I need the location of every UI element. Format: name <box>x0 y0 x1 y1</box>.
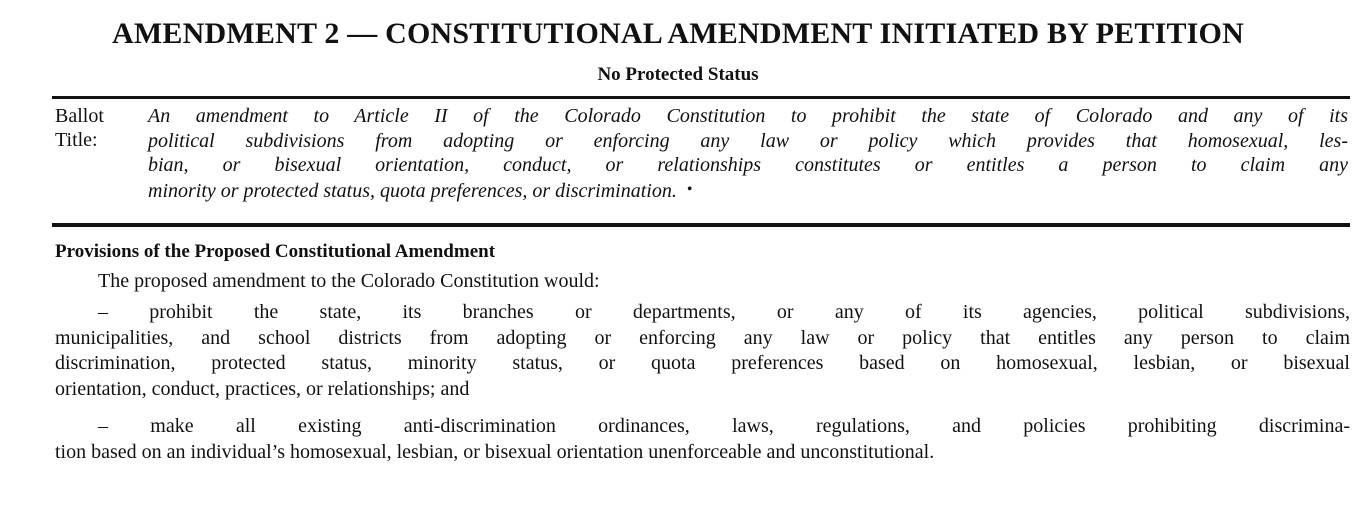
provision-item-2 <box>55 414 1350 465</box>
section-heading: Provisions of the Proposed Constitutional Amendment <box>55 241 496 262</box>
ballot-title-label <box>55 104 135 152</box>
provision-line: orientation, conduct, practices, or relationships; and <box>55 377 470 400</box>
page-subtitle: No Protected Status <box>597 64 759 85</box>
ballot-line-text: minority or protected status, quota preferences, or discrimination. <box>148 179 677 202</box>
ballot-line: An amendment to Article II of the Colorado Constitution to prohibit the state of Colorado and any of its <box>148 105 1348 127</box>
ballot-label-line-1: Ballot <box>55 105 104 127</box>
bottom-divider <box>52 223 1350 227</box>
provision-line: municipalities, and school districts from adopting or enforcing any law or policy that entitles any person to claim <box>55 326 1350 349</box>
provision-line: tion based on an individual’s homosexual, lesbian, or bisexual orientation unenforceable and unconstitutional. <box>55 440 935 463</box>
provision-item-1 <box>55 300 1350 402</box>
page-title: AMENDMENT 2 — CONSTITUTIONAL AMENDMENT INITIATED BY PETITION <box>112 17 1244 50</box>
provision-line: discrimination, protected status, minority status, or quota preferences based on homosexual, lesbian, or bisexual <box>55 352 1350 374</box>
top-divider <box>52 96 1350 99</box>
provision-line: – make all existing anti-discrimination ordinances, laws, regulations, and policies prohibiting discrimina- <box>98 415 1350 437</box>
bullet-mark: • <box>686 180 693 198</box>
section-intro: The proposed amendment to the Colorado Constitution would: <box>98 270 600 292</box>
ballot-line-last <box>148 178 1348 204</box>
ballot-label-line-2: Title: <box>55 129 98 151</box>
ballot-title-text <box>148 104 1348 203</box>
provision-line: – prohibit the state, its branches or departments, or any of its agencies, political subdivisions, <box>98 301 1350 323</box>
ballot-line: political subdivisions from adopting or enforcing any law or policy which provides that homosexual, les- <box>148 129 1348 152</box>
ballot-line: bian, or bisexual orientation, conduct, or relationships constitutes or entitles a person to claim any <box>148 154 1348 176</box>
